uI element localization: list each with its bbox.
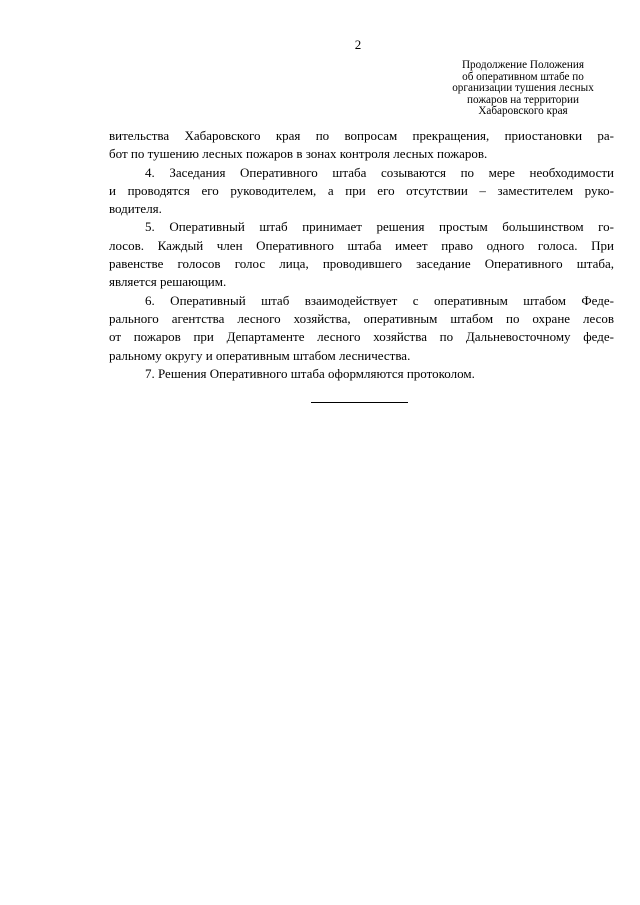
header-note-line: об оперативном штабе по bbox=[462, 70, 584, 83]
text-line: рального агентства лесного хозяйства, оперативным штабом по охране лесов bbox=[109, 310, 614, 326]
header-note bbox=[430, 60, 616, 118]
text-line: и проводятся его руководителем, а при его отсутствии – заместителем руко- bbox=[109, 182, 614, 198]
paragraph-item-7 bbox=[109, 365, 614, 383]
paragraph-item-6 bbox=[109, 292, 614, 365]
text-line: равенстве голосов голос лица, проводившего заседание Оперативного штаба, bbox=[109, 256, 614, 272]
text-line: 6. Оперативный штаб взаимодействует с оперативным штабом Феде- bbox=[145, 292, 614, 308]
text-line: 4. Заседания Оперативного штаба созываются по мере необходимости bbox=[145, 164, 614, 180]
text-line: бот по тушению лесных пожаров в зонах контроля лесных пожаров. bbox=[109, 146, 488, 162]
text-line: от пожаров при Департаменте лесного хозяйства по Дальневосточному феде- bbox=[109, 329, 614, 345]
header-note-line: Продолжение Положения bbox=[461, 59, 585, 71]
header-note-line: организации тушения лесных bbox=[452, 82, 594, 95]
body-text bbox=[109, 127, 614, 383]
header-note-line: пожаров на территории bbox=[467, 93, 579, 106]
paragraph-item-4 bbox=[109, 164, 614, 219]
header-note-line: Хабаровского края bbox=[478, 105, 568, 118]
paragraph-continuation bbox=[109, 127, 614, 164]
text-line: является решающим. bbox=[109, 274, 227, 290]
text-line: 7. Решения Оперативного штаба оформляются протоколом. bbox=[145, 365, 475, 381]
text-line: 5. Оперативный штаб принимает решения простым большинством го- bbox=[145, 219, 614, 235]
end-of-document-rule bbox=[311, 402, 408, 403]
text-line: ральному округу и оперативным штабом лесничества. bbox=[109, 347, 411, 363]
text-line: водителя. bbox=[109, 201, 162, 217]
paragraph-item-5 bbox=[109, 218, 614, 291]
page-number: 2 bbox=[354, 37, 362, 52]
text-line: лосов. Каждый член Оперативного штаба имеет право одного голоса. При bbox=[109, 237, 614, 253]
text-line: вительства Хабаровского края по вопросам прекращения, приостановки ра- bbox=[109, 128, 614, 143]
